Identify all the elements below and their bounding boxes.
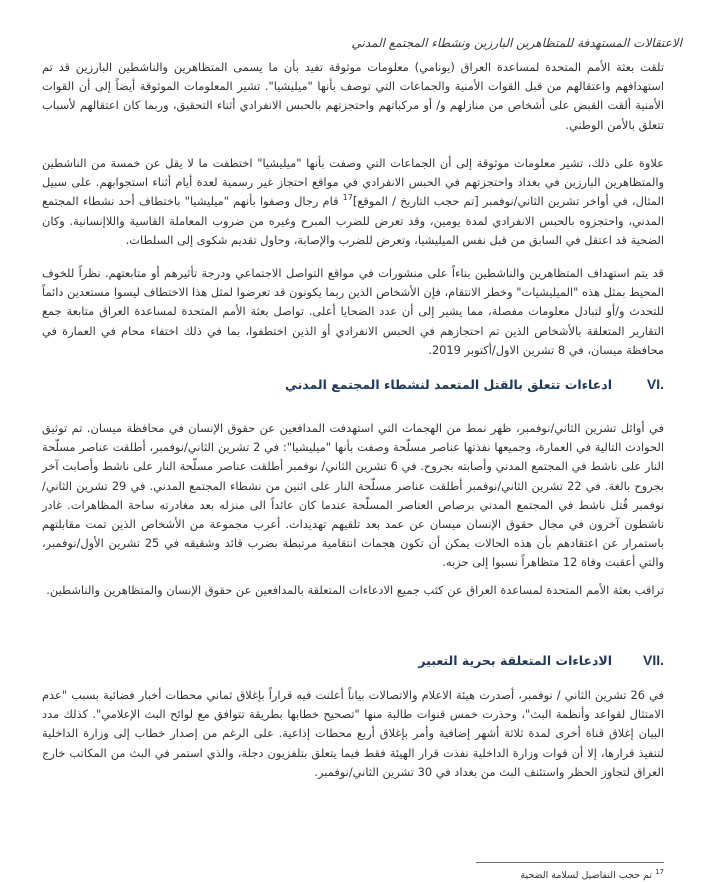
paragraph-abductions [42, 154, 664, 250]
section-number: VII. [642, 652, 664, 668]
section-title: ادعاءات تتعلق بالقتل المتعمد لنشطاء المجتمع المدني [284, 376, 612, 392]
footnote-reference[interactable]: 17 [342, 193, 353, 203]
footnote-number: 17 [655, 868, 664, 876]
paragraph-monitoring: تراقب بعثة الأمم المتحدة لمساعدة العراق عن كثب جميع الادعاءات المتعلقة بالمدافعين عن حقوق الإنسان والمتظاهرين والناشطين. [46, 583, 664, 597]
paragraph-targeting: قد يتم استهداف المتظاهرين والناشطين بناءاً على منشورات في مواقع التواصل الاجتماعي ودرجة تأثيرهم أو متابعتهم. نظراً للخوف المحيط بمثل هذه "الميليشيات" وخطر الانتقام، فإن الأشخاص الذين ربما يكونون قد تعرضوا لمثل هذا الاختطاف ليسوا مستعدين دائماً للتحدث و/أو لتبادل معلومات مفصلة، مما يشير إلى أن عدد الضحايا أعلى. تواصل بعثة الأمم المتحدة لمساعدة العراق متابعة جمع التقارير المتعلقة بالأشخاص الذين تم احتجازهم في الحبس الانفرادي أو الذين اختطفوا، بما في ذلك اختفاء محام في العمارة في محافظة ميسان، في 8 تشرين الاول/أكتوبر 2019. [42, 266, 664, 357]
section-heading-vi [42, 376, 664, 392]
paragraph-detentions-intro: تلقت بعثة الأمم المتحدة لمساعدة العراق (يونامي) معلومات موثوقة تفيد بأن ما يسمى المتظاهرين والناشطين البارزين قد تم استهدافهم واعتقالهم من قبل القوات الأمنية والجماعات التي توصف بأنها "ميليشيا". تشير المعلومات الموثوقة أيضاً إلى أن القوات الأمنية ألقت القبض على أشخاص من منازلهم و/ أو مركباتهم واحتجزتهم بالحبس الانفرادي أثناء التحقيق، وربما كان اعتقالهم لأسباب تتعلق بالأمن الوطني. [42, 60, 664, 132]
footnote-text: تم حجب التفاصيل لسلامة الضحية [520, 870, 656, 882]
paragraph-text: قام رجال وصفوا بأنهم "ميليشيا" باختطاف أحد نشطاء المجتمع المدني، واحتجزوه بالحبس الانفرادي لمدة يومين، وقد تعرض للضرب المبرح وغيره من ضروب المعاملة القاسية واللاإنسانية. وكان الضحية قد اعتقل في السابق من قبل نفس الميليشيا، وتعرض للضرب والإصابة، وحاول تقديم شكوى إلى السلطات. [42, 194, 664, 247]
section-title: الادعاءات المتعلقة بحرية التعبير [418, 652, 612, 668]
paragraph-media-closures: في 26 تشرين الثاني / نوفمبر، أصدرت هيئة الاعلام والاتصالات بياناً أعلنت فيه قراراً بإغلاق ثماني محطات أخبار فضائية بسبب "عدم الامتثال لقواعد وأنظمة البث"، وحذرت خمس قنوات طالبة منها "تصحيح خطابها بطريقة تتوافق مع لوائح البث الإعلامي". كذلك مدد البيان إغلاق قناة أخرى لمدة ثلاثة أشهر إضافية وأمر بإغلاق أربع محطات إذاعية. على الرغم من إصدار خطاب إلى وزارة الداخلية لتنفيذ قرارها، إلا أن قوات وزارة الداخلية نفذت قرار الهيئة فقط فيما يتعلق بتلفزيون دجلة، والذي استمر في البث من المكاتب خارج العراق لتجاوز الحظر واستئنف البث من بغداد في 30 تشرين الثاني/نوفمبر. [42, 688, 664, 779]
paragraph-maysan-attacks: في أوائل تشرين الثاني/نوفمبر، ظهر نمط من الهجمات التي استهدفت المدافعين عن حقوق الإنسان في محافظة ميسان. تم توثيق الحوادث التالية في العمارة، وجميعها نفذتها عناصر مسلّحة وصفت بأنها "ميليشيا": في 2 تشرين الثاني/نوفمبر، أطلقت عناصر مسلّحة النار على ناشط في المجتمع المدني وأصابته بجروح. في 6 تشرين الثاني/ نوفمبر أطلقت عناصر مسلّحة النار على ناشط وأصابت آخر بجروح بالغة. في 22 تشرين الثاني/نوفمبر أطلقت عناصر مسلّحة النار على اثنين من نشطاء المجتمع المدني. في 29 تشرين الثاني/نوفمبر قُتل ناشط في المجتمع المدني برصاص العناصر المسلّحة عندما كان عائداً الى منزله بعد مغادرته ساحة المظاهرات. غادر ناشطون آخرون في مجال حقوق الإنسان ميسان عن عمد بعد تلقيهم تهديدات. أعرب مجموعة من الأشخاص الذين تمت مقابلتهم باستمرار عن اعتقادهم بأن هذه الحالات يمكن أن تكون هجمات انتقامية مرتبطة بضرب قائد وشقيقه في 25 تشرين الأول/نوفمبر، والتي أعقبت وفاة 12 متظاهراً نسبوا إلى حزبه. [42, 421, 665, 570]
section-number: VI. [646, 376, 664, 392]
paragraph-text: علاوة على ذلك، تشير معلومات موثوقة إلى أن الجماعات التي وصفت بأنها "ميليشيا" اختطفت ما لا يقل عن خمسة من الناشطين والمتظاهرين البارزين في بغداد واحتجزتهم في الحبس الانفرادي في مواقع احتجاز غير رسمية لعدة أيام أثناء استجوابهم. على سبيل المثال، في أواخر تشرين الثاني/نوفمبر [تم حجب التاريخ / الموقع] [42, 156, 664, 209]
footnote [520, 868, 664, 881]
section-heading-vii [42, 652, 664, 668]
footnote-divider [476, 862, 664, 863]
running-header: الاعتقالات المستهدفة للمتظاهرين البارزين ونشطاء المجتمع المدني [351, 36, 682, 50]
